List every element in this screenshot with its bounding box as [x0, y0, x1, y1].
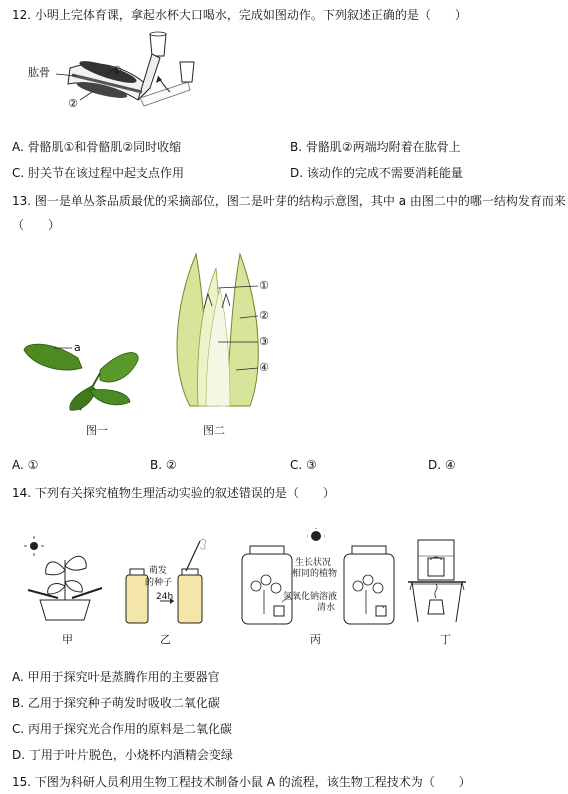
- q12-option-b: B. 骨骼肌②两端均附着在肱骨上: [290, 140, 461, 154]
- humerus-label: 肱骨: [28, 66, 50, 79]
- q12-option-a: A. 骨骼肌①和骨骼肌②同时收缩: [12, 140, 182, 154]
- q12-option-c: C. 肘关节在该过程中起支点作用: [12, 166, 185, 180]
- bing-water-label: 清水: [317, 603, 336, 613]
- bing-naoh-label: 氢氧化钠溶液: [283, 592, 338, 602]
- fig1-caption: 图一: [86, 424, 108, 437]
- muscle-2-label: ②: [68, 97, 78, 110]
- yi-time-label: 24h: [156, 592, 174, 602]
- q13-option-b: B. ②: [150, 458, 177, 472]
- bing-top-label-1: 生长状况: [295, 558, 332, 568]
- q14-option-b: B. 乙用于探究种子萌发时吸收二氧化碳: [12, 696, 220, 710]
- q13-option-c: C. ③: [290, 458, 317, 472]
- bud-label-3: ③: [259, 335, 269, 348]
- q12-option-d: D. 该动作的完成不需要消耗能量: [290, 166, 463, 180]
- fig2-caption: 图二: [203, 424, 225, 437]
- leaf-a-label: a: [74, 341, 81, 354]
- yi-seed-label-1: 萌发: [149, 566, 168, 576]
- muscle-1-label: ①: [112, 64, 122, 77]
- q13-option-d: D. ④: [428, 458, 456, 472]
- q14-stem: 14. 下列有关探究植物生理活动实验的叙述错误的是（ ）: [12, 486, 335, 500]
- bud-label-1: ①: [259, 279, 269, 292]
- tea-leaf-figure: [20, 330, 150, 420]
- bud-label-4: ④: [259, 361, 269, 374]
- caption-yi: 乙: [160, 633, 171, 646]
- caption-ding: 丁: [440, 633, 451, 646]
- leaf-bud-figure: [160, 248, 270, 408]
- experiment-ding-figure: [404, 530, 472, 628]
- q14-option-d: D. 丁用于叶片脱色，小烧杯内酒精会变绿: [12, 748, 233, 762]
- q13-option-a: A. ①: [12, 458, 39, 472]
- caption-bing: 丙: [310, 633, 321, 646]
- q13-stem: 13. 图一是单丛茶品质最优的采摘部位，图二是叶芽的结构示意图，其中 a 由图二中的哪一结构发育而来: [12, 194, 566, 208]
- bud-label-2: ②: [259, 309, 269, 322]
- bing-top-label-2: 相同的植物: [292, 569, 338, 579]
- q14-option-a: A. 甲用于探究叶是蒸腾作用的主要器官: [12, 670, 220, 684]
- experiment-jia-figure: [18, 530, 113, 630]
- caption-jia: 甲: [62, 633, 73, 646]
- q14-option-c: C. 丙用于探究光合作用的原料是二氧化碳: [12, 722, 233, 736]
- q15-stem: 15. 下图为科研人员利用生物工程技术制备小鼠 A 的流程，该生物工程技术为（ ）: [12, 775, 471, 789]
- yi-seed-label-2: 的种子: [145, 578, 173, 588]
- q13-stem-cont: （ ）: [12, 218, 61, 232]
- q12-stem: 12. 小明上完体育课，拿起水杯大口喝水，完成如图动作。下列叙述正确的是（ ）: [12, 8, 467, 22]
